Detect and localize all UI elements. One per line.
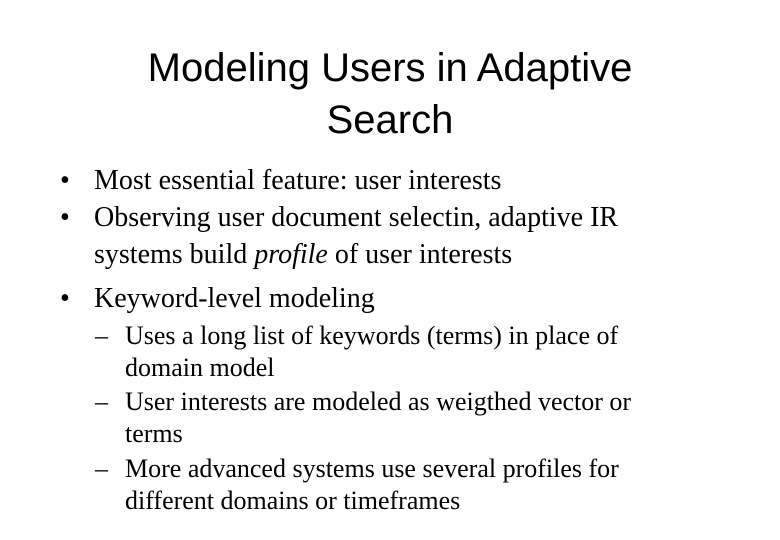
- subbullet-text: domain model: [125, 353, 275, 382]
- bullet-item: [60, 280, 375, 317]
- slide-title-line-2: Search: [326, 98, 454, 142]
- bullet-item: [60, 199, 619, 273]
- subbullet-marker: –: [95, 454, 108, 483]
- bullet-marker: •: [60, 202, 70, 233]
- slide-title-line-1: Modeling Users in Adaptive: [147, 46, 633, 90]
- bullet-text-with-emphasis: systems build profile of user interests: [94, 239, 513, 270]
- bullet-marker: •: [60, 283, 70, 314]
- subbullet-marker: –: [95, 387, 108, 416]
- bullet-item: [60, 162, 502, 199]
- bullet-text: Keyword-level modeling: [94, 283, 375, 314]
- emphasized-term: profile: [254, 239, 328, 270]
- subbullet-item: [95, 453, 619, 517]
- subbullet-item: [95, 320, 619, 384]
- subbullet-text: More advanced systems use several profiles for: [125, 454, 619, 483]
- subbullet-text: terms: [125, 419, 183, 448]
- subbullet-text: Uses a long list of keywords (terms) in place of: [125, 321, 619, 350]
- subbullet-text: different domains or timeframes: [125, 486, 461, 515]
- bullet-text: Most essential feature: user interests: [94, 165, 502, 196]
- subbullet-marker: –: [95, 321, 108, 350]
- subbullet-item: [95, 386, 632, 450]
- subbullet-text: User interests are modeled as weigthed vector or: [125, 387, 632, 416]
- bullet-marker: •: [60, 165, 70, 196]
- bullet-text: Observing user document selectin, adaptive IR: [94, 202, 619, 233]
